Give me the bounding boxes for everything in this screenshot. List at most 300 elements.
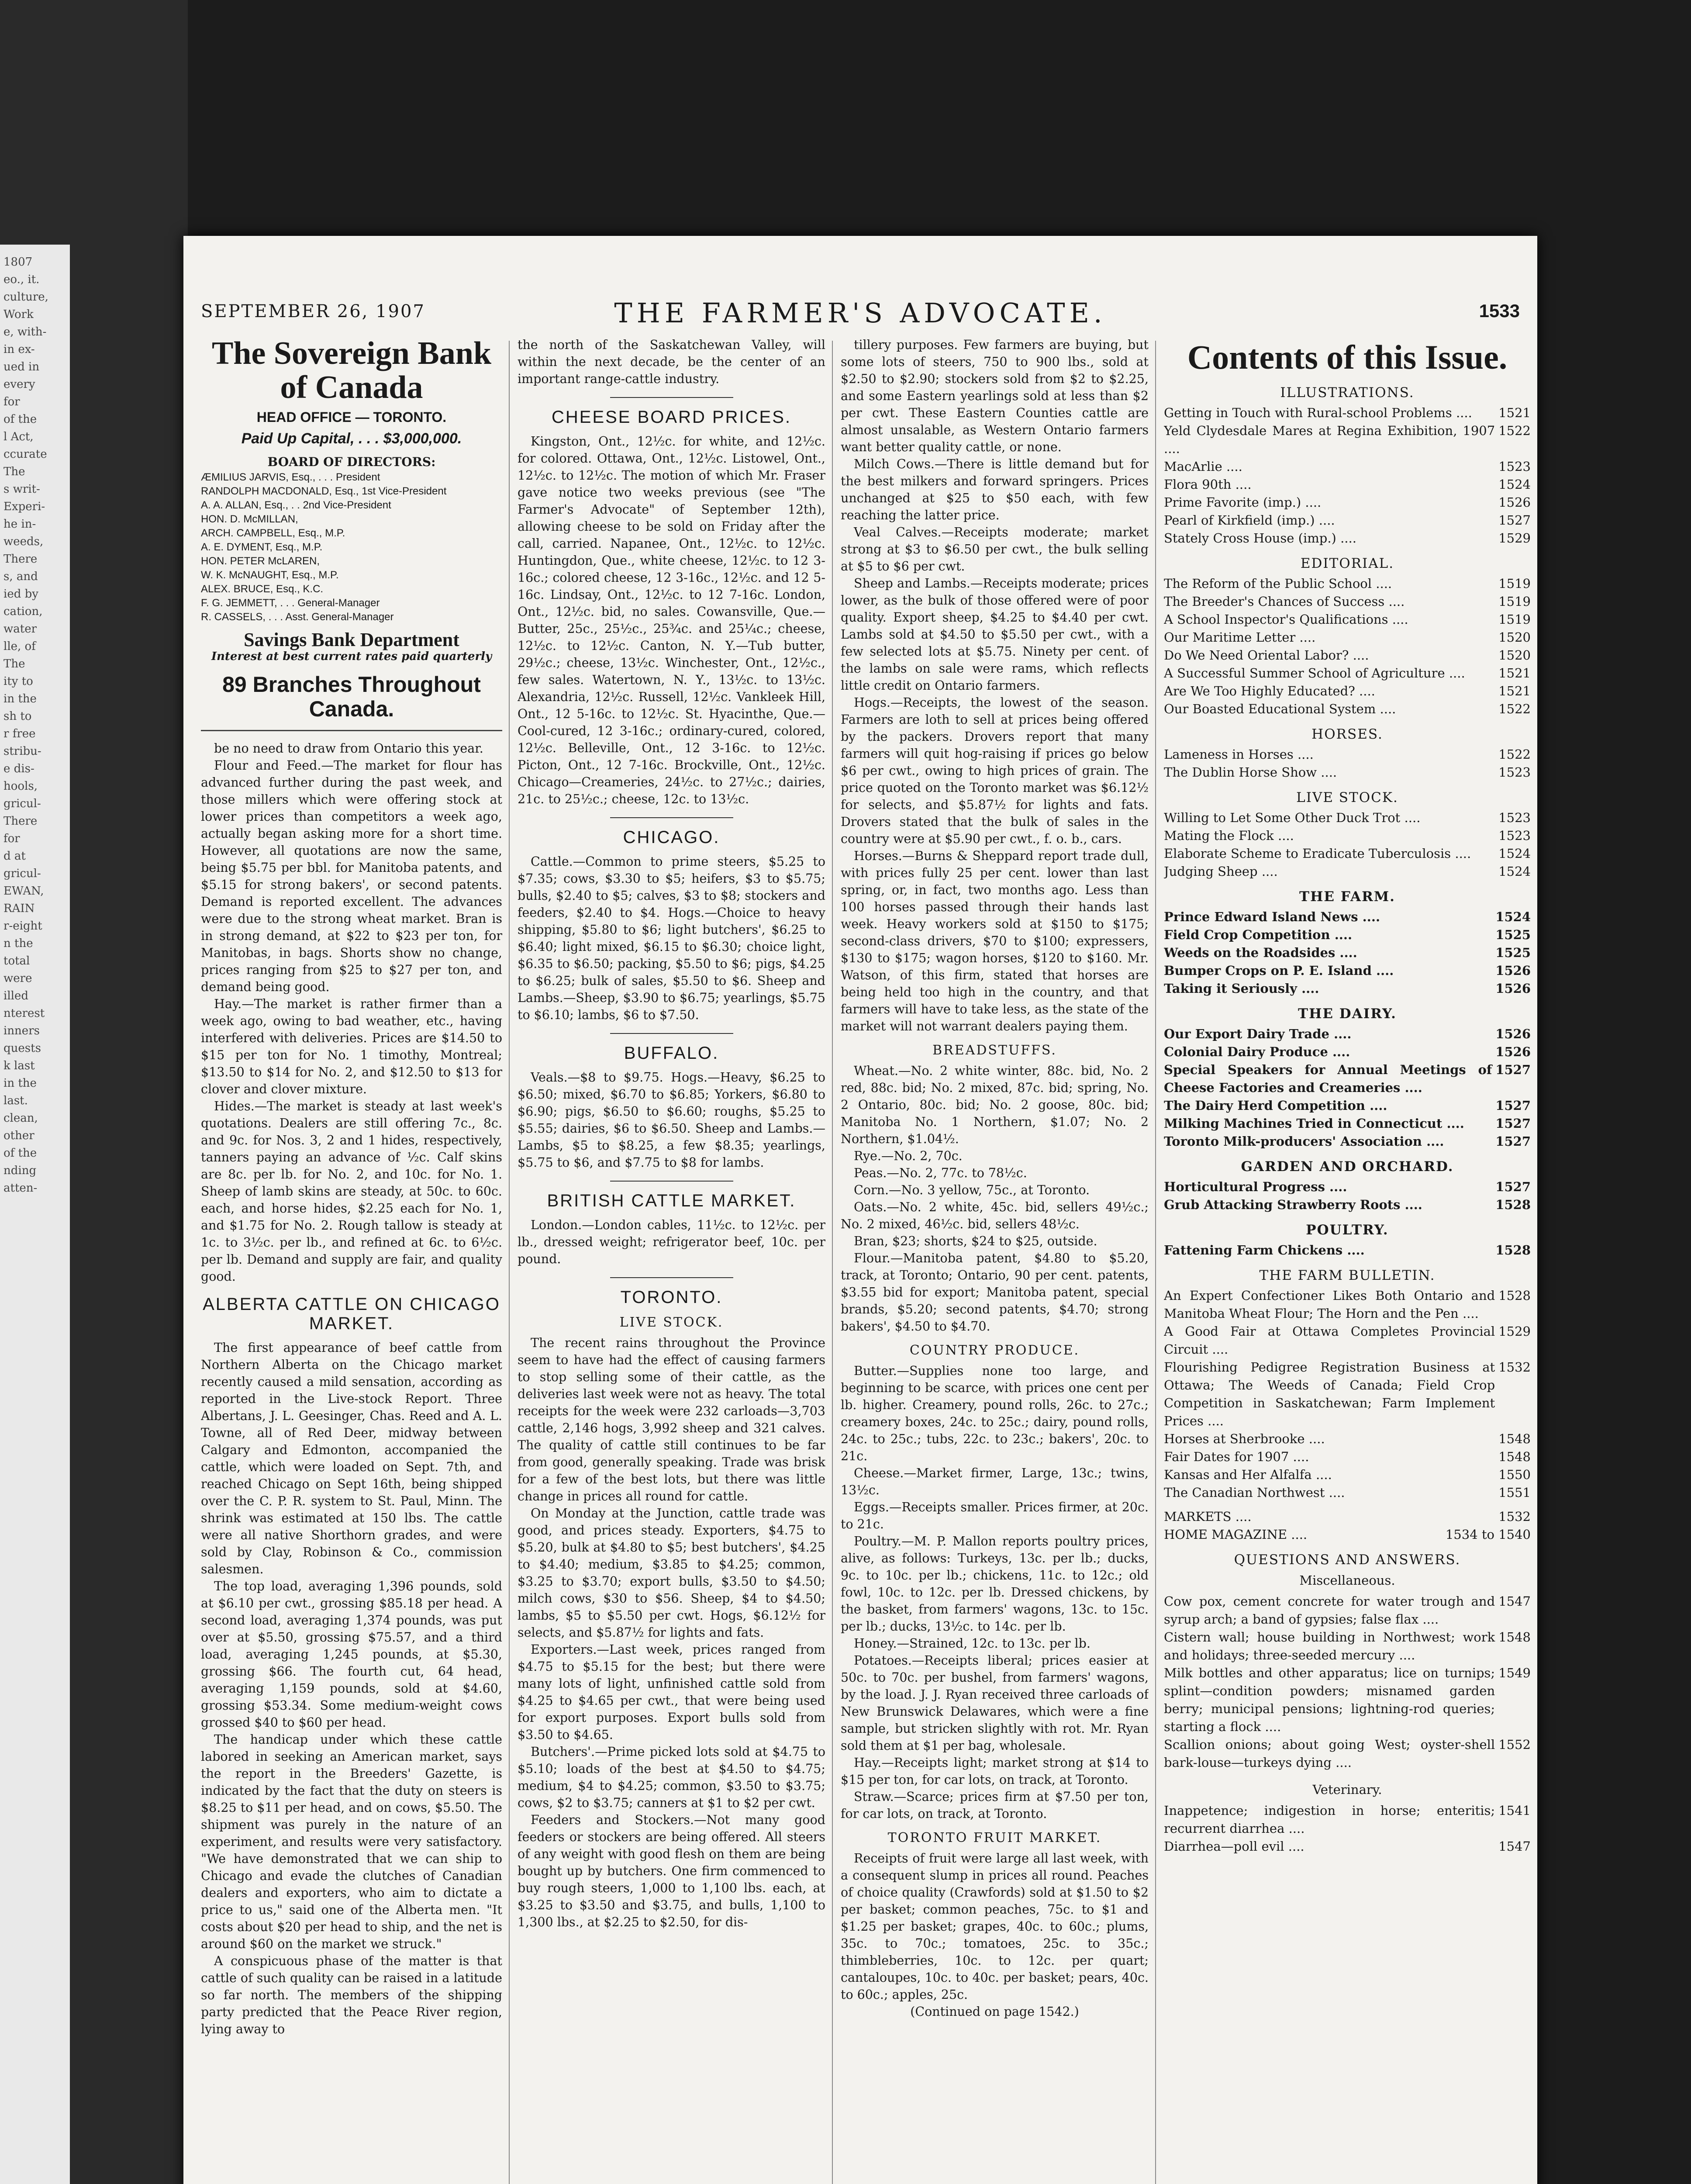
- contents-item-page: 1521: [1498, 405, 1531, 420]
- contents-item: [1164, 1196, 1531, 1214]
- contents-item: [1164, 1178, 1531, 1196]
- prev-page-fragment: ied by: [3, 587, 38, 601]
- contents-item-page: 1526: [1498, 495, 1531, 510]
- contents-section-heading: ILLUSTRATIONS.: [1280, 385, 1415, 401]
- country-produce-paragraph: Hay.—Receipts light; market strong at $14 to $15 per ton, for car lots, on track, at Toronto.: [841, 1755, 1149, 1787]
- bank-ad-board-heading: BOARD OF DIRECTORS:: [267, 455, 436, 469]
- contents-item: [1164, 980, 1531, 998]
- contents-item: [1164, 476, 1531, 494]
- contents-section-heading: QUESTIONS AND ANSWERS.: [1234, 1552, 1461, 1568]
- contents-item-title: MARKETS ....: [1164, 1509, 1252, 1524]
- breadstuffs-paragraph: Flour.—Manitoba patent, $4.80 to $5.20, track, at Toronto; Ontario, 90 per cent. patents, $3.55 bid for export; Manitoba patent, special brands, $5.20; second patents, $4.70; strong bakers', $4.50 to $4.70.: [841, 1251, 1149, 1334]
- prev-page-fragment: s, and: [3, 570, 38, 583]
- contents-item-page: 1551: [1498, 1485, 1531, 1500]
- contents-item-title: Our Boasted Educational System ....: [1164, 702, 1396, 716]
- prev-page-fragment: water: [3, 622, 37, 636]
- prev-page-fragment: eo., it.: [3, 273, 40, 286]
- contents-item-page: 1521: [1498, 666, 1531, 681]
- bank-ad-director: RANDOLPH MACDONALD, Esq., 1st Vice-President: [201, 485, 447, 497]
- cheese-heading: CHEESE BOARD PRICES.: [551, 408, 791, 427]
- bank-ad-director: A. A. ALLAN, Esq., . . 2nd Vice-President: [201, 499, 391, 511]
- contents-item: [1164, 575, 1531, 593]
- contents-item-title: A Good Fair at Ottawa Completes Provincial Circuit ....: [1164, 1324, 1495, 1357]
- contents-section-heading: THE DAIRY.: [1298, 1006, 1397, 1022]
- bank-ad-directors: [201, 470, 502, 624]
- contents-section-heading: LIVE STOCK.: [1296, 790, 1398, 805]
- contents-item-page: 1520: [1498, 630, 1531, 645]
- prev-page-fragment: The: [3, 657, 25, 670]
- header-date: SEPTEMBER 26, 1907: [201, 301, 425, 321]
- market-paragraph: Veal Calves.—Receipts moderate; market strong at $3 to $6.50 per cwt., the bulk selling at $5 to $6 per cwt.: [841, 525, 1149, 574]
- prev-page-fragment: atten-: [3, 1182, 38, 1195]
- bank-ad-director: ALEX. BRUCE, Esq., K.C.: [201, 583, 324, 595]
- prev-page-fragment: quests: [3, 1042, 41, 1055]
- contents-item: [1164, 700, 1531, 718]
- bank-ad-branches: 89 Branches Throughout Canada.: [222, 672, 481, 721]
- contents-item-title: Colonial Dairy Produce ....: [1164, 1044, 1350, 1059]
- prev-page-fragment: s writ-: [3, 483, 40, 496]
- toronto-subheading: LIVE STOCK.: [619, 1315, 724, 1330]
- country-produce-paragraph: Cheese.—Market firmer, Large, 13c.; twins, 13½c.: [841, 1466, 1149, 1497]
- contents-item-page: 1519: [1498, 594, 1531, 609]
- contents-item-page: 1526: [1495, 963, 1531, 978]
- page-header: [201, 297, 1520, 328]
- contents-item-title: Horticultural Progress ....: [1164, 1179, 1347, 1194]
- contents-item: [1164, 827, 1531, 845]
- alberta-paragraph: The handicap under which these cattle labored in seeking an American market, says the report in the Breeders' Gazette, is indicated by the fact that the duty on steers is $8.25 to $11 per head, and on cows, $5.50. The shipment was purely in the nature of an experiment, and results were very satisfactory. "We have demonstrated that we can ship to Chicago and evade the clutches of Canadian dealers and exporters, who aim to dictate a price to us," said one of the Alberta men. "It costs about $20 per head to ship, and the net is around $60 on the market we struck.": [201, 1732, 502, 1951]
- contents-item-page: 1521: [1498, 684, 1531, 698]
- contents-item-title: Inappetence; indigestion in horse; enteritis; recurrent diarrhea ....: [1164, 1803, 1495, 1836]
- prev-page-fragment: culture,: [3, 290, 48, 304]
- fruit-market-heading: TORONTO FRUIT MARKET.: [887, 1830, 1102, 1845]
- prev-page-fragment: The: [3, 465, 25, 478]
- bank-ad-director: F. G. JEMMETT, . . . General-Manager: [201, 597, 380, 609]
- divider: [610, 1033, 733, 1034]
- bank-ad-savings: Savings Bank Department: [244, 629, 459, 650]
- cheese-article: Kingston, Ont., 12½c. for white, and 12½c. for colored. Ottawa, Ont., 12½c. Listowel, Ont., 12½c. to 12½c. The motion of which Mr. Fraser gave notice two weeks previous (see "The Farmer's Advocate" of September 12th), allowing cheese to be sold on Friday after the call, carried. Napanee, Ont., 12½c. to 12½c. Huntingdon, Que., white cheese, 12½c. to 12 3-16c.; colored cheese, 12 3-16c., 12½c. and 12 5-16c. Lindsay, Ont., 12½c. to 12 7-16c. London, Ont., 12½c. bid, no sales. Cowansville, Que.—Butter, 25c., 25½c., 25¾c. and 25¼c.; cheese, 12½c. to 12½c. Canton, N. Y.—Tub butter, 29½c.; cheese, 13½c. Winchester, Ont., 12½c., few sales. Watertown, N. Y., 13½c. to 13½c. Alexandria, 12½c. Russell, 12½c. Vankleek Hill, Ont., 12 5-16c. to 12½c. St. Hyacinthe, Que.—Cool-cured, 12 3-16c.; ordinary-cured, colored, 12½c. Belleville, Ont., 12 3-16c. to 12½c. Picton, Ont., 12 7-16c. Brockville, Ont., 12½c. Chicago—Creameries, 24½c. to 27½c.; dairies, 21c. to 25½c.; cheese, 12c. to 13½c.: [518, 434, 825, 806]
- contents-item-page: 1526: [1495, 981, 1531, 996]
- prev-page-fragment: every: [3, 378, 35, 391]
- contents-item-page: 1526: [1495, 1026, 1531, 1041]
- contents-item-page: 1550: [1498, 1467, 1531, 1482]
- contents-item: [1164, 944, 1531, 962]
- contents-item: [1164, 1736, 1531, 1772]
- breadstuffs-article: [841, 1062, 1149, 1335]
- prev-page-fragment: r-eight: [3, 919, 42, 933]
- contents-item-page: 1528: [1495, 1243, 1531, 1258]
- contents-item-page: 1541: [1498, 1803, 1531, 1818]
- contents-section-heading: EDITORIAL.: [1300, 556, 1394, 571]
- contents-item: [1164, 593, 1531, 611]
- contents-item: [1164, 1448, 1531, 1466]
- header-page-number: 1533: [1479, 301, 1520, 321]
- contents-section-heading: GARDEN AND ORCHARD.: [1241, 1159, 1454, 1175]
- contents-item-page: 1548: [1498, 1630, 1531, 1645]
- prev-page-fragment: in ex-: [3, 343, 35, 356]
- breadstuffs-paragraph: Oats.—No. 2 white, 45c. bid, sellers 49½c.; No. 2 mixed, 46½c. bid, sellers 48½c.: [841, 1200, 1149, 1231]
- chicago-heading: CHICAGO.: [623, 828, 720, 847]
- continued-note: (Continued on page 1542.): [910, 2004, 1079, 2019]
- contents-item-title: Our Maritime Letter ....: [1164, 630, 1316, 645]
- contents-item: [1164, 646, 1531, 664]
- buffalo-heading: BUFFALO.: [624, 1044, 719, 1063]
- contents-item: [1164, 664, 1531, 682]
- bank-advertisement: [201, 336, 502, 731]
- prev-page-fragment: There: [3, 553, 38, 566]
- prev-page-fragment: last.: [3, 1094, 28, 1107]
- contents-item-page: 1523: [1498, 765, 1531, 780]
- toronto-paragraph: Feeders and Stockers.—Not many good feeders or stockers are being offered. All steers of any weight with good flesh on them are being bought up by butchers. One firm commenced to buy rough steers, 1,000 to 1,100 lbs. each, at $3.25 to $3.50 and $3.75, and bulls, 1,100 to 1,300 lbs., at $2.25 to $2.50, for dis-: [518, 1813, 825, 1929]
- column-3: [841, 336, 1149, 2184]
- bank-ad-director: HON. PETER McLAREN,: [201, 555, 320, 567]
- contents-item-title: An Expert Confectioner Likes Both Ontario and Manitoba Wheat Flour; The Horn and the Pen ....: [1164, 1288, 1495, 1321]
- prev-page-fragment: sh to: [3, 710, 32, 723]
- contents-item-title: Flora 90th ....: [1164, 477, 1252, 492]
- contents-item-title: Stately Cross House (imp.) ....: [1164, 531, 1356, 546]
- contents-item-title: Grub Attacking Strawberry Roots ....: [1164, 1197, 1422, 1212]
- prev-page-fragment: ccurate: [3, 448, 47, 461]
- contents-item-page: 1523: [1498, 459, 1531, 474]
- contents-item-page: 1522: [1498, 747, 1531, 762]
- contents-section-heading: HORSES.: [1311, 726, 1383, 742]
- contents-item: [1164, 962, 1531, 980]
- contents-item-title: Scallion onions; about going West; oyster-shell bark-louse—turkeys dying ....: [1164, 1737, 1495, 1770]
- contents-item-page: 1524: [1495, 909, 1531, 924]
- alberta-article: [201, 1339, 502, 2038]
- chicago-article: Cattle.—Common to prime steers, $5.25 to $7.35; cows, $3.30 to $5; heifers, $3 to $5.75; bulls, $2.40 to $5; calves, $3 to $8; stockers and feeders, $2.40 to $4. Hogs.—Choice to heavy shipping, $5.80 to $6; light butchers', $6.25 to $6.40; light mixed, $6.15 to $6.30; choice light, $6.35 to $6.50; packing, $5.50 to $6; pigs, $4.25 to $6.25; bulk of sales, $5.50 to $6. Sheep and Lambs.—Sheep, $3.90 to $6.75; yearlings, $5.75 to $6.10; lambs, $6 to $7.50.: [518, 854, 825, 1022]
- contents-item-title: Pearl of Kirkfield (imp.) ....: [1164, 513, 1335, 528]
- prev-page-fragment: in the: [3, 1077, 37, 1090]
- contents-item-page: 1528: [1495, 1197, 1531, 1212]
- contents-item-page: 1523: [1498, 810, 1531, 825]
- contents-item: [1164, 1043, 1531, 1061]
- contents-item: [1164, 1484, 1531, 1502]
- prev-page-fragment: in the: [3, 692, 37, 705]
- alberta-paragraph: The top load, averaging 1,396 pounds, sold at $6.10 per cwt., grossing $85.18 per head. A second load, averaging 1,374 pounds, was put over at $5.50, grossing $75.57, and a third load, averaging 1,245 pounds, at $5.30, grossing $66. The fourth cut, 64 head, averaging 1,159 pounds, sold at $4.60, grossing $53.34. Some medium-weight cows grossed $40 to $60 per head.: [201, 1579, 502, 1730]
- bank-ad-director: ÆMILIUS JARVIS, Esq., . . . President: [201, 471, 380, 483]
- breadstuffs-paragraph: Wheat.—No. 2 white winter, 88c. bid, No. 2 red, 88c. bid; No. 2 mixed, 87c. bid; spring, No. 2 Ontario, 80c. bid; No. 2 goose, 80c. bid; Manitoba No. 1 Northern, $1.07; No. 2 Northern, $1.04½.: [841, 1064, 1149, 1146]
- country-produce-paragraph: Potatoes.—Receipts liberal; prices easier at 50c. to 70c. per bushel, from farmers' wagons, by the load. J. J. Ryan received three carloads of New Brunswick Delawares, which were a fine sample, but stricken slightly with rot. Mr. Ryan sold them at $1 per bag, wholesale.: [841, 1653, 1149, 1753]
- toronto-article: [518, 1334, 825, 1931]
- alberta-heading: ALBERTA CATTLE ON CHICAGO MARKET.: [203, 1295, 500, 1333]
- prev-page-fragment: nding: [3, 1164, 37, 1177]
- prev-page-fragment: e, with-: [3, 325, 47, 339]
- contents-item-title: Do We Need Oriental Labor? ....: [1164, 648, 1369, 663]
- prev-page-fragment: nterest: [3, 1007, 45, 1020]
- country-produce-paragraph: Poultry.—M. P. Mallon reports poultry prices, alive, as follows: Turkeys, 13c. per lb.; ducks, 9c. to 10c. per lb.; chickens, 11c. to 12c.; old fowl, 10c. to 12c. per lb. Dressed chickens, by the basket, from farmers' wagons, 13c. to 15c. per lb.; ducks, 13½c. to 14c. per lb.: [841, 1534, 1149, 1634]
- market-paragraph: Milch Cows.—There is little demand but for the best milkers and forward springers. Prices unchanged at $25 to $50 each, with few reaching the latter price.: [841, 457, 1149, 522]
- contents-item: [1164, 1133, 1531, 1151]
- contents-item-title: The Reform of the Public School ....: [1164, 576, 1392, 591]
- market-paragraph: be no need to draw from Ontario this year.: [214, 741, 483, 756]
- contents-item-title: Getting in Touch with Rural-school Problems ....: [1164, 405, 1472, 420]
- contents-item: [1164, 1115, 1531, 1133]
- prev-page-fragment: gricul-: [3, 867, 41, 880]
- contents-item: [1164, 1526, 1531, 1544]
- bank-ad-director: ARCH. CAMPBELL, Esq., M.P.: [201, 527, 345, 539]
- contents-item-title: Lameness in Horses ....: [1164, 747, 1314, 762]
- prev-page-fragment: for: [3, 832, 20, 845]
- bank-ad-capital: Paid Up Capital, . . . $3,000,000.: [241, 430, 462, 447]
- fruit-market-article: Receipts of fruit were large all last week, with a consequent slump in prices all round. Peaches of choice quality (Crawfords) sold at $1.50 to $2 per basket; common peaches, 75c. to $1 and $1.25 per basket; grapes, 40c. to 60c.; plums, 35c. to 70c.; tomatoes, 25c. to 35c.; thimbleberries, 10c. to 12c. per quart; cantaloupes, 10c. to 40c. per basket; pears, 40c. to 60c.; apples, 25c.: [841, 1851, 1149, 2002]
- contents-item-page: 1547: [1498, 1839, 1531, 1854]
- british-article: London.—London cables, 11½c. to 12½c. per lb., dressed weight; refrigerator beef, 10c. per pound.: [518, 1218, 825, 1266]
- alberta-paragraph: The first appearance of beef cattle from Northern Alberta on the Chicago market recently caused a mild sensation, according as reported in the Live-stock Report. Three Albertans, J. L. Geesinger, Chas. Reed and A. L. Towne, all of Red Deer, midway between Calgary and Edmonton, accompanied the cattle, which were loaded on Sept. 7th, and reached Chicago on Sept 16th, being shipped over the C. P. R. system to St. Paul, Minn. The shrink was estimated at 150 lbs. The cattle were all native Shorthorn grades, and were sold by Clay, Robinson & Co., commission salesmen.: [201, 1341, 502, 1576]
- contents-item: [1164, 629, 1531, 646]
- market-text-col3: [841, 336, 1149, 1035]
- contents-title: Contents of this Issue.: [1187, 338, 1508, 376]
- country-produce-article: [841, 1362, 1149, 1822]
- contents-item: [1164, 1838, 1531, 1856]
- prev-page-fragment: ity to: [3, 675, 33, 688]
- contents-section-heading: POULTRY.: [1306, 1222, 1389, 1238]
- prev-page-fragment: Work: [3, 308, 34, 321]
- toronto-paragraph: The recent rains throughout the Province seem to have had the effect of causing farmers to stop selling some of their cattle, as the deliveries last week were not as heavy. The total receipts for the week were 232 carloads—3,703 cattle, 2,146 hogs, 3,992 sheep and 321 calves. The quality of cattle still continues to be far from good, generally speaking. Trade was brisk for a few of the best lots, but there was little change in prices all round for cattle.: [518, 1336, 825, 1503]
- contents-list: [1164, 384, 1531, 1856]
- country-produce-paragraph: Eggs.—Receipts smaller. Prices firmer, at 20c. to 21c.: [841, 1500, 1149, 1531]
- breadstuffs-paragraph: Peas.—No. 2, 77c. to 78½c.: [854, 1166, 1027, 1180]
- contents-item: [1164, 1508, 1531, 1526]
- col2-continued-text: the north of the Saskatchewan Valley, will within the next decade, be the center of an important range-cattle industry.: [518, 338, 825, 386]
- contents-item-page: 1534 to 1540: [1445, 1527, 1531, 1542]
- contents-item: [1164, 511, 1531, 529]
- contents-item-page: 1525: [1495, 927, 1531, 942]
- contents-item-title: Bumper Crops on P. E. Island ....: [1164, 963, 1394, 978]
- prev-page-fragment: l Act,: [3, 430, 34, 443]
- contents-item: [1164, 1466, 1531, 1484]
- contents-item: [1164, 845, 1531, 863]
- contents-item: [1164, 1323, 1531, 1358]
- contents-section-heading: THE FARM.: [1299, 889, 1395, 905]
- market-paragraph: Hay.—The market is rather firmer than a week ago, owing to bad weather, etc., having interfered with deliveries. Prices are $14.50 to $15 per ton for No. 1 timothy, Montreal; $13.50 to $14 for No. 2, and $12.50 to $13 for clover and clover mixture.: [201, 997, 502, 1096]
- toronto-paragraph: Butchers'.—Prime picked lots sold at $4.75 to $5.10; loads of the best at $4.50 to $4.75; medium, $4 to $4.25; common, $3.50 to $3.75; cows, $2 to $3.75; canners at $1 to $2 per cwt.: [518, 1745, 825, 1810]
- contents-item-page: 1548: [1498, 1449, 1531, 1464]
- contents-subheading: Miscellaneous.: [1299, 1573, 1395, 1588]
- contents-item-title: Horses at Sherbrooke ....: [1164, 1431, 1325, 1446]
- british-heading: BRITISH CATTLE MARKET.: [547, 1191, 796, 1210]
- country-produce-paragraph: Straw.—Scarce; prices firm at $7.50 per ton, for car lots, on track, at Toronto.: [841, 1790, 1149, 1821]
- newspaper-page: [183, 236, 1537, 2184]
- contents-item: [1164, 1430, 1531, 1448]
- contents-item-title: Toronto Milk-producers' Association ....: [1164, 1134, 1444, 1149]
- contents-item-page: 1549: [1498, 1666, 1531, 1680]
- market-text-col1: [201, 740, 502, 1285]
- contents-item: [1164, 1802, 1531, 1838]
- contents-item-page: 1522: [1498, 423, 1531, 438]
- contents-item-page: 1524: [1498, 846, 1531, 861]
- contents-item-page: 1548: [1498, 1431, 1531, 1446]
- contents-item: [1164, 908, 1531, 926]
- contents-item: [1164, 458, 1531, 476]
- columns: [201, 336, 1531, 2184]
- contents-item: [1164, 809, 1531, 827]
- prev-page-fragment: k last: [3, 1059, 35, 1072]
- contents-item-page: 1526: [1495, 1044, 1531, 1059]
- contents-item-title: MacArlie ....: [1164, 459, 1242, 474]
- contents-item: [1164, 1664, 1531, 1736]
- prev-page-fragment: ued in: [3, 360, 40, 373]
- prev-page-fragment: 1807: [3, 256, 33, 269]
- contents-item-page: 1527: [1495, 1062, 1531, 1077]
- contents-item-title: Flourishing Pedigree Registration Business at Ottawa; The Weeds of Canada; Field Crop Competition in Saskatchewan; Farm Implement Prices ....: [1164, 1360, 1495, 1428]
- bank-ad-director: R. CASSELS, . . . Asst. General-Manager: [201, 611, 394, 623]
- contents-item: [1164, 1358, 1531, 1430]
- market-paragraph: Sheep and Lambs.—Receipts moderate; prices lower, as the bulk of those offered were of poor quality. Export sheep, $4.25 to $4.40 per cwt. Lambs sold at $4.50 to $5.50 per cwt., with a few selected lots at $5.75. Ninety per cent. of the lambs on sale were rams, which reflects little credit on Ontario farmers.: [841, 576, 1149, 693]
- contents-item-title: Fattening Farm Chickens ....: [1164, 1243, 1365, 1258]
- prev-page-fragment: hools,: [3, 780, 38, 793]
- divider: [610, 1181, 733, 1182]
- prev-page-fragment: stribu-: [3, 745, 41, 758]
- bank-ad-director: HON. D. McMILLAN,: [201, 513, 298, 525]
- contents-item-page: 1525: [1495, 945, 1531, 960]
- breadstuffs-paragraph: Corn.—No. 3 yellow, 75c., at Toronto.: [854, 1183, 1090, 1197]
- prev-page-fragment: r free: [3, 727, 36, 740]
- contents-item-page: 1527: [1495, 1134, 1531, 1149]
- breadstuffs-paragraph: Bran, $23; shorts, $24 to $25, outside.: [854, 1234, 1097, 1248]
- prev-page-fragment: cation,: [3, 605, 43, 618]
- prev-page-fragment: e dis-: [3, 762, 35, 775]
- market-paragraph: Hogs.—Receipts, the lowest of the season. Farmers are loth to sell at prices being offered by the packers. Drovers report that many farmers will quit hog-raising if prices go below $6 per cwt., owing to high prices of grain. The price quoted on the Toronto market was $6.12½ for selects, and $5.87½ for lights and fats. Drovers stated that the bulk of sales in the country were at $5.90 per cwt., f. o. b., cars.: [841, 695, 1149, 846]
- prev-page-fragment: inners: [3, 1024, 40, 1037]
- bank-ad-interest: Interest at best current rates paid quarterly: [211, 650, 492, 663]
- contents-subheading: Veterinary.: [1312, 1782, 1382, 1797]
- contents-item-page: 1552: [1498, 1737, 1531, 1752]
- prev-page-fragment: gricul-: [3, 797, 41, 810]
- contents-item-title: Prince Edward Island News ....: [1164, 909, 1380, 924]
- contents-item: [1164, 926, 1531, 944]
- contents-item-page: 1529: [1498, 531, 1531, 546]
- prev-page-fragment: illed: [3, 989, 28, 1002]
- contents-item-title: A School Inspector's Qualifications ....: [1164, 612, 1408, 627]
- market-paragraph: Hides.—The market is steady at last week's quotations. Dealers are still offering 7c., 8c. and 9c. for Nos. 3, 2 and 1 hides, respectively, tanners paying an advance of ½c. Calf skins are 8c. per lb. for No. 2, and 10c. for No. 1. Sheep of lamb skins are steady, at 50c. to 60c. each, and horse hides, $2.25 each for No. 1, and $1.75 for No. 2. Rough tallow is steady at 1c. to 3½c. per lb., and refined at 6c. to 6½c. per lb. Demand and supply are fair, and quality good.: [201, 1099, 502, 1284]
- contents-item-page: 1529: [1498, 1324, 1531, 1339]
- contents-item-page: 1528: [1498, 1288, 1531, 1303]
- contents-item-title: Fair Dates for 1907 ....: [1164, 1449, 1309, 1464]
- prev-page-fragment: other: [3, 1129, 35, 1142]
- contents-item-title: Taking it Seriously ....: [1164, 981, 1319, 996]
- contents-item-title: Elaborate Scheme to Eradicate Tuberculosis ....: [1164, 846, 1471, 861]
- contents-section-heading: THE FARM BULLETIN.: [1259, 1268, 1436, 1283]
- contents-item-title: HOME MAGAZINE ....: [1164, 1527, 1308, 1542]
- toronto-paragraph: On Monday at the Junction, cattle trade was good, and prices steady. Exporters, $4.75 to $5.20, bulk at $4.80 to $5; best butchers', $4.25 to $4.40; medium, $3.85 to $4.25; common, $3.25 to $3.70; export bulls, $3.50 to $4.50; milch cows, $30 to $56. Sheep, $4 to $4.50; lambs, $5 to $5.50 per cwt. Hogs, $6.12½ for selects, and $5.87½ for lights and fats.: [518, 1506, 825, 1640]
- contents-item-title: Mating the Flock ....: [1164, 828, 1294, 843]
- contents-item: [1164, 1025, 1531, 1043]
- contents-item-title: The Canadian Northwest ....: [1164, 1485, 1345, 1500]
- contents-item-page: 1519: [1498, 576, 1531, 591]
- prev-page-fragment: weeds,: [3, 535, 44, 548]
- breadstuffs-heading: BREADSTUFFS.: [932, 1043, 1057, 1058]
- contents-item: [1164, 529, 1531, 547]
- market-paragraph: Horses.—Burns & Sheppard report trade dull, with prices fully 25 per cent. lower than last spring, or, in fact, two months ago. Less than 100 horses passed through their hands last week. Heavy workers sold at $150 to $175; second-class drivers, $70 to $100; expressers, $130 to $175; wagon horses, $120 to $160. Mr. Watson, of this firm, stated that horses are being held too high in the country, and that farmers will have to take less, as the state of the market will not warrant dealers paying them.: [841, 849, 1149, 1033]
- contents-item-title: Diarrhea—poll evil ....: [1164, 1839, 1304, 1854]
- contents-item-page: 1547: [1498, 1594, 1531, 1609]
- toronto-heading: TORONTO.: [620, 1288, 723, 1307]
- divider: [610, 397, 733, 398]
- contents-item-page: 1524: [1498, 864, 1531, 879]
- contents-item-page: 1527: [1495, 1116, 1531, 1131]
- contents-item-title: Special Speakers for Annual Meetings of Cheese Factories and Creameries ....: [1164, 1062, 1492, 1095]
- contents-item-page: 1520: [1498, 648, 1531, 663]
- contents-item-page: 1527: [1495, 1098, 1531, 1113]
- contents-item: [1164, 404, 1531, 422]
- contents-item-page: 1522: [1498, 702, 1531, 716]
- bank-ad-title: The Sovereign Bank of Canada: [211, 336, 492, 405]
- prev-page-fragment: for: [3, 395, 20, 408]
- contents-item-title: Weeds on the Roadsides ....: [1164, 945, 1357, 960]
- prev-page-fragment: d at: [3, 850, 26, 863]
- market-paragraph: tillery purposes. Few farmers are buying, but some lots of steers, 750 to 900 lbs., sold at $2.50 to $2.90; stockers sold from $2 to $2.25, and some Eastern yearlings sold at less than $2 per cwt. These Eastern Counties cattle are almost unsalable, as Western Ontario farmers want better quality cattle, or none.: [841, 338, 1149, 454]
- prev-page-fragment: of the: [3, 413, 37, 426]
- country-produce-paragraph: Butter.—Supplies none too large, and beginning to be scarce, with prices one cent per lb. higher. Creamery, pound rolls, 26c. to 27c.; creamery boxes, 24c. to 25c.; dairy, pound rolls, 24c. to 25c.; tubs, 22c. to 23c.; bakers', 20c. to 21c.: [841, 1364, 1149, 1463]
- prev-page-fragment: RAIN: [3, 902, 35, 915]
- bank-ad-head-office: HEAD OFFICE — TORONTO.: [256, 409, 447, 425]
- prev-page-fragment: lle, of: [3, 640, 36, 653]
- contents-item-title: Cow pox, cement concrete for water trough and syrup arch; a band of gypsies; false flax ....: [1164, 1594, 1495, 1627]
- contents-item: [1164, 1097, 1531, 1115]
- contents-item-page: 1532: [1498, 1360, 1531, 1375]
- contents-item-title: A Successful Summer School of Agriculture ....: [1164, 666, 1465, 681]
- contents-item: [1164, 746, 1531, 764]
- contents-item-title: Yeld Clydesdale Mares at Regina Exhibition, 1907 ....: [1164, 423, 1495, 456]
- bank-ad-director: A. E. DYMENT, Esq., M.P.: [201, 541, 323, 553]
- contents-item: [1164, 1287, 1531, 1323]
- contents-item-page: 1527: [1498, 513, 1531, 528]
- contents-item-title: Milk bottles and other apparatus; lice on turnips; splint—condition powders; misnamed garden berry; municipal pensions; lightning-rod queries; starting a flock ....: [1164, 1666, 1495, 1734]
- contents-item: [1164, 422, 1531, 458]
- prev-page-fragment: There: [3, 815, 38, 828]
- column-1: [201, 336, 502, 2184]
- contents-item-page: 1527: [1495, 1179, 1531, 1194]
- buffalo-article: Veals.—$8 to $9.75. Hogs.—Heavy, $6.25 to $6.50; mixed, $6.70 to $6.85; Yorkers, $6.80 to $6.90; pigs, $6.50 to $6.60; roughs, $5.25 to $5.55; dairies, $6 to $6.50. Sheep and Lambs.—Lambs, $5 to $8.25, a few $8.35; yearlings, $5.75 to $6, and $7.75 to $8 for lambs.: [518, 1070, 825, 1170]
- contents-item-title: Our Export Dairy Trade ....: [1164, 1026, 1352, 1041]
- contents-item-title: The Dublin Horse Show ....: [1164, 765, 1337, 780]
- contents-item-page: 1524: [1498, 477, 1531, 492]
- toronto-paragraph: Exporters.—Last week, prices ranged from $4.75 to $5.15 for the best; but there were many lots of light, unfinished cattle sold from $4.25 to $4.65 per cwt., that were being used for export purposes. Export bulls sold from $3.50 to $4.65.: [518, 1642, 825, 1742]
- country-produce-heading: COUNTRY PRODUCE.: [909, 1343, 1080, 1358]
- contents-item: [1164, 1593, 1531, 1628]
- contents-item: [1164, 682, 1531, 700]
- contents-item-title: Kansas and Her Alfalfa ....: [1164, 1467, 1332, 1482]
- prev-page-fragment: were: [3, 972, 32, 985]
- contents-item-page: 1532: [1498, 1509, 1531, 1524]
- breadstuffs-paragraph: Rye.—No. 2, 70c.: [854, 1149, 963, 1163]
- contents-item-title: Are We Too Highly Educated? ....: [1164, 684, 1375, 698]
- prev-page-fragment: EWAN,: [3, 885, 44, 898]
- contents-item-page: 1523: [1498, 828, 1531, 843]
- contents-item: [1164, 494, 1531, 511]
- contents-item: [1164, 611, 1531, 629]
- contents-item-title: Field Crop Competition ....: [1164, 927, 1353, 942]
- country-produce-paragraph: Honey.—Strained, 12c. to 13c. per lb.: [854, 1636, 1091, 1651]
- contents-item: [1164, 1628, 1531, 1664]
- divider: [610, 1277, 733, 1278]
- contents-item: [1164, 764, 1531, 781]
- divider: [610, 817, 733, 818]
- contents-item-title: Cistern wall; house building in Northwest; work and holidays; three-seeded mercury ....: [1164, 1630, 1495, 1662]
- prev-page-fragment: total: [3, 954, 30, 968]
- contents-item: [1164, 1241, 1531, 1259]
- prev-page-fragment: he in-: [3, 518, 36, 531]
- contents-item-title: Judging Sheep ....: [1164, 864, 1278, 879]
- contents-item-title: Milking Machines Tried in Connecticut ....: [1164, 1116, 1464, 1131]
- contents-item-title: The Dairy Herd Competition ....: [1164, 1098, 1387, 1113]
- market-paragraph: Flour and Feed.—The market for flour has advanced further during the past week, and those millers which were offering stock at lower prices than competitors a week ago, actually began asking more for a short time. However, all quotations are now the same, being $5.75 per bbl. for Manitoba patents, and $5.15 for strong bakers', or second patents. Demand is reported excellent. The advances were due to the strong wheat market. Bran is in strong demand, at $22 to $23 per ton, for Manitobas, in bags. Shorts show no change, prices ranging from $25 to $27 per ton, and demand being good.: [201, 758, 502, 994]
- prev-page-fragment: of the: [3, 1147, 37, 1160]
- prev-page-fragment: n the: [3, 937, 33, 950]
- contents-item: [1164, 863, 1531, 881]
- contents-item: [1164, 1061, 1531, 1097]
- column-4: [1164, 336, 1531, 2184]
